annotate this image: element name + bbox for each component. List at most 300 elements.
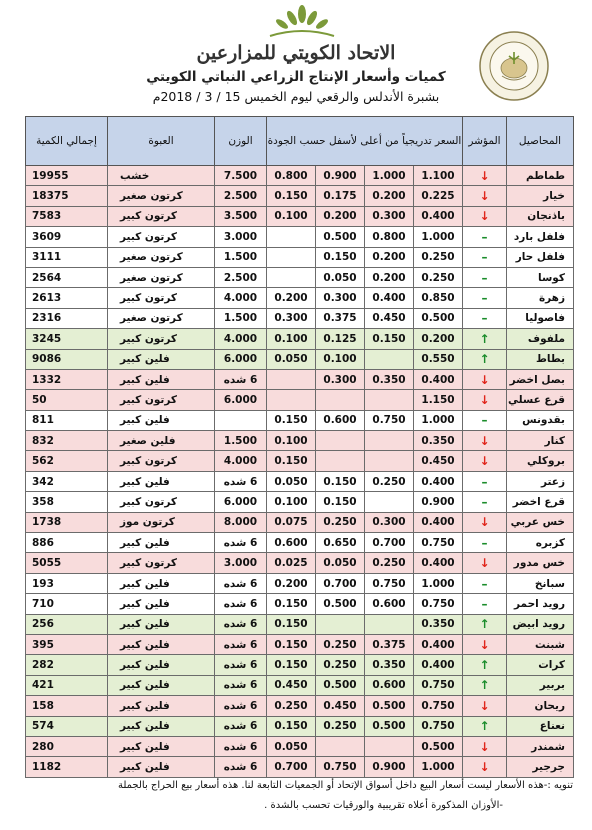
cell-price-2: 0.600 [365, 594, 414, 614]
cell-product: فلفل حار [507, 247, 574, 267]
cell-package: كرتون صغير [108, 267, 215, 287]
cell-product: فاصوليا [507, 308, 574, 328]
cell-weight: 4.000 [215, 451, 267, 471]
cell-weight: 1.500 [215, 308, 267, 328]
cell-weight: 7.500 [215, 166, 267, 186]
trend-down-icon: ↓ [463, 553, 507, 573]
cell-total: 832 [26, 431, 108, 451]
cell-package: فلين كبير [108, 349, 215, 369]
cell-total: 2613 [26, 288, 108, 308]
cell-total: 562 [26, 451, 108, 471]
cell-price-4: 0.600 [267, 533, 316, 553]
table-body [26, 166, 574, 778]
report-header [0, 0, 592, 115]
cell-product: بصل اخضر [507, 369, 574, 389]
cell-package: فلين كبير [108, 634, 215, 654]
cell-package: خشب [108, 166, 215, 186]
trend-flat-icon: – [463, 288, 507, 308]
cell-weight: 3.500 [215, 206, 267, 226]
cell-price-4: 0.050 [267, 736, 316, 756]
cell-price-4: 0.150 [267, 716, 316, 736]
cell-package: فلين كبير [108, 614, 215, 634]
cell-total: 193 [26, 573, 108, 593]
cell-product: زعتر [507, 471, 574, 491]
cell-price-2: 0.150 [365, 329, 414, 349]
cell-total: 574 [26, 716, 108, 736]
cell-price-3: 0.600 [316, 410, 365, 430]
cell-product: خس عربي [507, 512, 574, 532]
table-row [26, 573, 574, 593]
table-row [26, 308, 574, 328]
cell-price-2: 0.500 [365, 696, 414, 716]
cell-price-3 [316, 736, 365, 756]
table-row [26, 451, 574, 471]
cell-weight: 6 شده [215, 573, 267, 593]
cell-total: 256 [26, 614, 108, 634]
cell-price-1: 0.450 [414, 451, 463, 471]
footnotes [25, 780, 573, 811]
cell-price-3: 0.500 [316, 227, 365, 247]
cell-price-4: 0.100 [267, 329, 316, 349]
cell-package: كرتون كبير [108, 492, 215, 512]
cell-weight: 6 شده [215, 369, 267, 389]
header-package: العبوة [108, 117, 215, 166]
cell-total: 710 [26, 594, 108, 614]
cell-total: 886 [26, 533, 108, 553]
trend-down-icon: ↓ [463, 186, 507, 206]
trend-flat-icon: – [463, 573, 507, 593]
footnote-disclaimer: تنويه :-هذه الأسعار ليست أسعار البيع داخل أسواق الإتحاد أو الجمعيات التابعة لنا. هذه أسعار بيع الحراج بالجملة [117, 780, 573, 791]
cell-price-1: 0.750 [414, 716, 463, 736]
table-row [26, 410, 574, 430]
table-row [26, 614, 574, 634]
cell-weight: 6 شده [215, 614, 267, 634]
cell-weight: 3.000 [215, 227, 267, 247]
cell-price-4 [267, 267, 316, 287]
cell-product: رويد احمر [507, 594, 574, 614]
cell-product: بطاط [507, 349, 574, 369]
cell-weight: 4.000 [215, 329, 267, 349]
cell-package: كرتون صغير [108, 247, 215, 267]
table-row [26, 757, 574, 777]
table-row [26, 696, 574, 716]
cell-weight: 6 شده [215, 696, 267, 716]
cell-price-1: 0.400 [414, 471, 463, 491]
cell-weight: 1.500 [215, 247, 267, 267]
cell-package: فلين كبير [108, 736, 215, 756]
cell-price-1: 1.000 [414, 757, 463, 777]
table-row [26, 553, 574, 573]
cell-price-2 [365, 349, 414, 369]
cell-package: فلين كبير [108, 369, 215, 389]
cell-price-2: 0.200 [365, 247, 414, 267]
cell-price-3: 0.700 [316, 573, 365, 593]
cell-price-3: 0.300 [316, 288, 365, 308]
cell-price-4: 0.150 [267, 594, 316, 614]
cell-price-3: 0.150 [316, 247, 365, 267]
cell-weight: 6.000 [215, 492, 267, 512]
cell-price-2 [365, 492, 414, 512]
cell-price-2: 0.900 [365, 757, 414, 777]
table-row [26, 227, 574, 247]
table-row [26, 267, 574, 287]
cell-price-4: 0.300 [267, 308, 316, 328]
cell-price-3: 0.650 [316, 533, 365, 553]
cell-price-3: 0.100 [316, 349, 365, 369]
cell-package: فلين كبير [108, 655, 215, 675]
cell-weight: 6 شده [215, 716, 267, 736]
flourish-ornament-icon [262, 2, 342, 42]
cell-price-2: 0.300 [365, 512, 414, 532]
trend-flat-icon: – [463, 533, 507, 553]
cell-price-4: 0.100 [267, 206, 316, 226]
federation-logo-icon [478, 30, 550, 102]
cell-product: طماطم [507, 166, 574, 186]
trend-flat-icon: – [463, 308, 507, 328]
cell-price-1: 1.000 [414, 227, 463, 247]
trend-down-icon: ↓ [463, 206, 507, 226]
cell-price-1: 0.500 [414, 736, 463, 756]
trend-flat-icon: – [463, 410, 507, 430]
header-indicator: المؤشر [463, 117, 507, 166]
cell-package: كرتون كبير [108, 553, 215, 573]
cell-price-1: 0.400 [414, 634, 463, 654]
cell-total: 19955 [26, 166, 108, 186]
cell-price-3: 0.250 [316, 655, 365, 675]
cell-weight: 6 شده [215, 675, 267, 695]
cell-price-3: 0.750 [316, 757, 365, 777]
cell-weight: 4.000 [215, 288, 267, 308]
cell-price-1: 0.225 [414, 186, 463, 206]
cell-price-4: 0.075 [267, 512, 316, 532]
prices-table [25, 116, 574, 778]
cell-price-2 [365, 431, 414, 451]
cell-price-3: 0.300 [316, 369, 365, 389]
cell-price-2: 0.250 [365, 471, 414, 491]
cell-weight: 1.500 [215, 431, 267, 451]
header-product: المحاصيل [507, 117, 574, 166]
cell-package: كرتون كبير [108, 329, 215, 349]
cell-price-1: 0.850 [414, 288, 463, 308]
cell-price-4: 0.150 [267, 614, 316, 634]
cell-total: 1332 [26, 369, 108, 389]
cell-total: 3245 [26, 329, 108, 349]
cell-weight: 8.000 [215, 512, 267, 532]
cell-price-2: 0.350 [365, 655, 414, 675]
page-subtitle: كميات وأسعار الإنتاج الزراعي النباتي الكويتي [146, 69, 446, 85]
report-date: بشبرة الأندلس والرقعي ليوم الخميس 15 / 3 / 2018م [152, 89, 440, 104]
cell-total: 395 [26, 634, 108, 654]
cell-price-3: 0.175 [316, 186, 365, 206]
table-row [26, 206, 574, 226]
cell-price-3: 0.150 [316, 492, 365, 512]
cell-price-4: 0.150 [267, 451, 316, 471]
cell-price-4: 0.200 [267, 573, 316, 593]
cell-price-3: 0.250 [316, 634, 365, 654]
cell-package: فلين كبير [108, 757, 215, 777]
cell-price-3: 0.375 [316, 308, 365, 328]
cell-price-3 [316, 390, 365, 410]
cell-price-3 [316, 431, 365, 451]
trend-down-icon: ↓ [463, 390, 507, 410]
cell-price-1: 1.150 [414, 390, 463, 410]
cell-price-4: 0.700 [267, 757, 316, 777]
table-row [26, 369, 574, 389]
cell-weight: 6 شده [215, 736, 267, 756]
cell-price-1: 0.400 [414, 553, 463, 573]
cell-price-1: 1.100 [414, 166, 463, 186]
cell-package: كرتون كبير [108, 451, 215, 471]
trend-down-icon: ↓ [463, 736, 507, 756]
cell-product: جرجير [507, 757, 574, 777]
trend-down-icon: ↓ [463, 757, 507, 777]
cell-total: 7583 [26, 206, 108, 226]
cell-product: كرات [507, 655, 574, 675]
cell-price-2: 0.600 [365, 675, 414, 695]
table-row [26, 736, 574, 756]
cell-price-1: 0.250 [414, 267, 463, 287]
cell-package: كرتون كبير [108, 227, 215, 247]
trend-down-icon: ↓ [463, 512, 507, 532]
cell-total: 342 [26, 471, 108, 491]
cell-price-1: 0.350 [414, 431, 463, 451]
cell-product: سبانخ [507, 573, 574, 593]
cell-package: كرتون كبير [108, 206, 215, 226]
cell-price-4: 0.150 [267, 634, 316, 654]
cell-price-1: 0.350 [414, 614, 463, 634]
cell-weight: 6 شده [215, 533, 267, 553]
cell-price-2: 0.350 [365, 369, 414, 389]
trend-flat-icon: – [463, 267, 507, 287]
cell-price-4: 0.100 [267, 492, 316, 512]
cell-price-3 [316, 451, 365, 471]
cell-price-4: 0.150 [267, 186, 316, 206]
table-row [26, 716, 574, 736]
trend-up-icon: ↑ [463, 329, 507, 349]
trend-flat-icon: – [463, 247, 507, 267]
cell-price-4 [267, 227, 316, 247]
cell-weight: 6.000 [215, 390, 267, 410]
cell-price-2: 0.700 [365, 533, 414, 553]
trend-down-icon: ↓ [463, 451, 507, 471]
cell-package: كرتون صغير [108, 186, 215, 206]
cell-price-3: 0.200 [316, 206, 365, 226]
cell-product: رويد ابيض [507, 614, 574, 634]
cell-total: 2564 [26, 267, 108, 287]
cell-price-2 [365, 390, 414, 410]
cell-weight: 2.500 [215, 186, 267, 206]
table-row [26, 247, 574, 267]
cell-price-4: 0.250 [267, 696, 316, 716]
cell-total: 5055 [26, 553, 108, 573]
cell-package: كرتون صغير [108, 308, 215, 328]
cell-price-3: 0.050 [316, 553, 365, 573]
cell-price-2: 0.375 [365, 634, 414, 654]
trend-flat-icon: – [463, 471, 507, 491]
cell-package: فلين كبير [108, 410, 215, 430]
cell-package: فلين كبير [108, 716, 215, 736]
cell-price-1: 0.750 [414, 675, 463, 695]
cell-price-3: 0.500 [316, 675, 365, 695]
cell-product: فلفل بارد [507, 227, 574, 247]
cell-price-3: 0.450 [316, 696, 365, 716]
cell-price-1: 0.900 [414, 492, 463, 512]
cell-total: 280 [26, 736, 108, 756]
cell-product: كزبره [507, 533, 574, 553]
trend-flat-icon: – [463, 227, 507, 247]
page-title: الاتحاد الكويتي للمزارعين [196, 42, 396, 64]
cell-price-4: 0.050 [267, 349, 316, 369]
table-row [26, 390, 574, 410]
cell-total: 158 [26, 696, 108, 716]
cell-package: فلين كبير [108, 533, 215, 553]
trend-up-icon: ↑ [463, 614, 507, 634]
cell-price-4: 0.150 [267, 655, 316, 675]
cell-price-3: 0.500 [316, 594, 365, 614]
cell-total: 811 [26, 410, 108, 430]
cell-price-2: 1.000 [365, 166, 414, 186]
cell-price-1: 0.750 [414, 533, 463, 553]
cell-product: شمندر [507, 736, 574, 756]
cell-price-4: 0.800 [267, 166, 316, 186]
cell-price-1: 0.500 [414, 308, 463, 328]
cell-price-3: 0.125 [316, 329, 365, 349]
cell-price-2 [365, 614, 414, 634]
cell-price-1: 0.750 [414, 594, 463, 614]
cell-price-3: 0.250 [316, 716, 365, 736]
trend-flat-icon: – [463, 594, 507, 614]
table-row [26, 533, 574, 553]
cell-price-1: 1.000 [414, 573, 463, 593]
trend-up-icon: ↑ [463, 716, 507, 736]
table-row [26, 492, 574, 512]
cell-product: شبنت [507, 634, 574, 654]
cell-price-2: 0.750 [365, 410, 414, 430]
cell-product: نعناع [507, 716, 574, 736]
cell-price-4 [267, 369, 316, 389]
cell-price-1: 0.400 [414, 369, 463, 389]
cell-product: زهرة [507, 288, 574, 308]
cell-weight: 6.000 [215, 349, 267, 369]
cell-price-2: 0.750 [365, 573, 414, 593]
cell-price-3: 0.250 [316, 512, 365, 532]
cell-price-1: 1.000 [414, 410, 463, 430]
cell-price-2 [365, 451, 414, 471]
table-row [26, 655, 574, 675]
cell-total: 1738 [26, 512, 108, 532]
cell-total: 3111 [26, 247, 108, 267]
cell-total: 50 [26, 390, 108, 410]
cell-price-1: 0.750 [414, 696, 463, 716]
cell-package: فلين كبير [108, 675, 215, 695]
cell-price-4 [267, 390, 316, 410]
cell-weight: 6 شده [215, 471, 267, 491]
cell-price-2: 0.200 [365, 186, 414, 206]
cell-price-1: 0.400 [414, 655, 463, 675]
cell-package: فلين كبير [108, 573, 215, 593]
cell-package: فلين صغير [108, 431, 215, 451]
cell-price-3 [316, 614, 365, 634]
cell-package: فلين كبير [108, 594, 215, 614]
cell-package: فلين كبير [108, 696, 215, 716]
trend-up-icon: ↑ [463, 349, 507, 369]
cell-package: كرتون موز [108, 512, 215, 532]
cell-product: كوسا [507, 267, 574, 287]
cell-price-1: 0.200 [414, 329, 463, 349]
cell-weight: 6 شده [215, 594, 267, 614]
cell-package: كرتون كبير [108, 390, 215, 410]
header-price: السعر تدريجياً من أعلى لأسفل حسب الجودة [267, 117, 463, 166]
cell-price-4: 0.450 [267, 675, 316, 695]
trend-down-icon: ↓ [463, 166, 507, 186]
cell-weight: 2.500 [215, 267, 267, 287]
trend-down-icon: ↓ [463, 634, 507, 654]
cell-total: 1182 [26, 757, 108, 777]
cell-weight [215, 410, 267, 430]
header-total: إجمالي الكمية [26, 117, 108, 166]
cell-product: بروكلي [507, 451, 574, 471]
table-row [26, 594, 574, 614]
cell-total: 358 [26, 492, 108, 512]
cell-price-2: 0.250 [365, 553, 414, 573]
cell-price-3: 0.150 [316, 471, 365, 491]
table-row [26, 512, 574, 532]
cell-price-4: 0.200 [267, 288, 316, 308]
trend-up-icon: ↑ [463, 655, 507, 675]
cell-price-1: 0.400 [414, 512, 463, 532]
cell-price-4 [267, 247, 316, 267]
cell-price-1: 0.550 [414, 349, 463, 369]
cell-product: ريحان [507, 696, 574, 716]
cell-total: 2316 [26, 308, 108, 328]
cell-product: قرع عسلي [507, 390, 574, 410]
cell-price-4: 0.050 [267, 471, 316, 491]
cell-product: ملفوف [507, 329, 574, 349]
cell-total: 282 [26, 655, 108, 675]
cell-price-2 [365, 736, 414, 756]
cell-price-2: 0.300 [365, 206, 414, 226]
cell-total: 421 [26, 675, 108, 695]
cell-package: فلين كبير [108, 471, 215, 491]
table-header-row [26, 117, 574, 166]
cell-product: قرع اخضر [507, 492, 574, 512]
cell-price-4: 0.150 [267, 410, 316, 430]
cell-price-1: 0.400 [414, 206, 463, 226]
cell-product: بقدونس [507, 410, 574, 430]
cell-product: بربير [507, 675, 574, 695]
cell-weight: 3.000 [215, 553, 267, 573]
trend-flat-icon: – [463, 492, 507, 512]
cell-price-3: 0.050 [316, 267, 365, 287]
table-row [26, 349, 574, 369]
trend-up-icon: ↑ [463, 675, 507, 695]
cell-total: 18375 [26, 186, 108, 206]
cell-price-2: 0.400 [365, 288, 414, 308]
table-row [26, 329, 574, 349]
prices-table-wrapper [25, 116, 573, 778]
table-row [26, 634, 574, 654]
cell-price-2: 0.450 [365, 308, 414, 328]
table-row [26, 166, 574, 186]
cell-price-2: 0.500 [365, 716, 414, 736]
cell-price-2: 0.800 [365, 227, 414, 247]
trend-down-icon: ↓ [463, 696, 507, 716]
table-row [26, 288, 574, 308]
cell-weight: 6 شده [215, 634, 267, 654]
cell-price-4: 0.025 [267, 553, 316, 573]
cell-price-1: 0.250 [414, 247, 463, 267]
table-row [26, 431, 574, 451]
